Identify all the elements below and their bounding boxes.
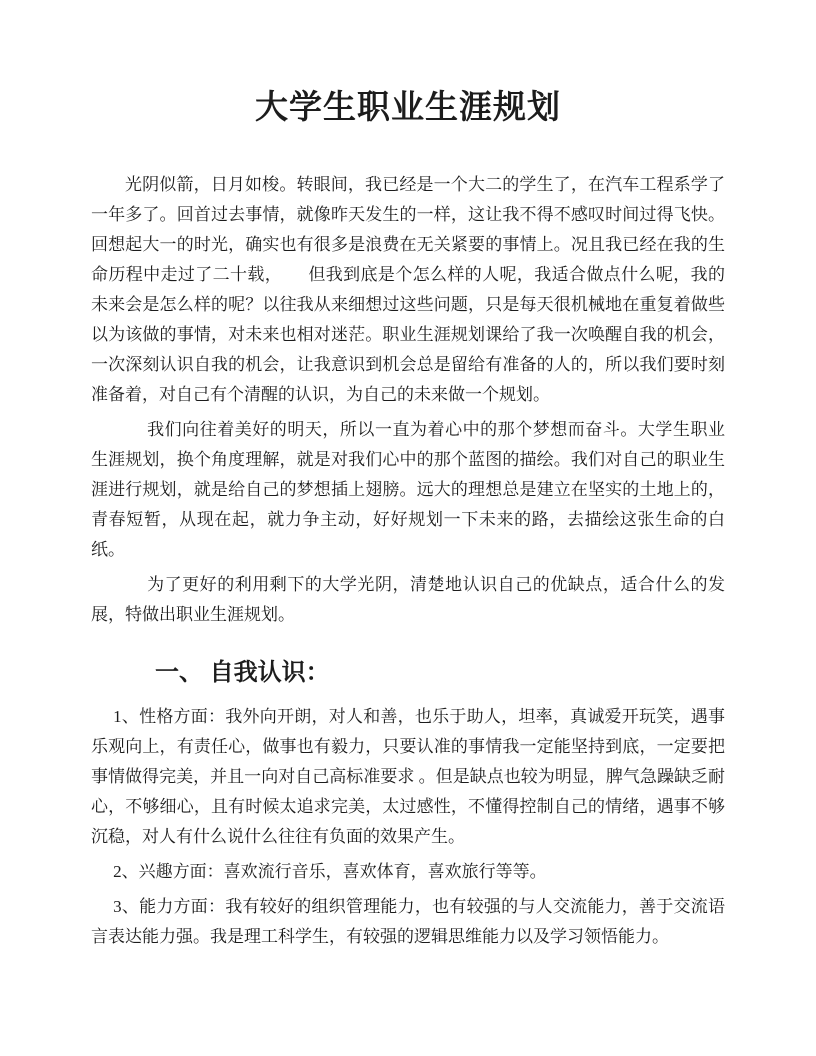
intro-paragraph-1: 光阴似箭，日月如梭。转眼间，我已经是一个大二的学生了，在汽车工程系学了一年多了。回首过去事情，就像昨天发生的一样，这让我不得不感叹时间过得飞快。回想起大一的时光，确实也有很多是浪费在无关紧要的事情上。况且我已经在我的生命历程中走过了二十载， 但我到底是个怎么样的人呢，我适合做点什么呢，我的未来会是怎么样的呢？以往我从来细想过这些问题，只是每天很机械地在重复着做些以为该做的事情，对未来也相对迷茫。职业生涯规划课给了我一次唤醒自我的机会，一次深刻认识自我的机会，让我意识到机会总是留给有准备的人的，所以我们要时刻准备着，对自己有个清醒的认识，为自己的未来做一个规划。 (91, 175, 725, 404)
section-item-interests: 2、兴趣方面：喜欢流行音乐，喜欢体育，喜欢旅行等等。 (113, 862, 547, 881)
intro-paragraph-2: 我们向往着美好的明天，所以一直为着心中的那个梦想而奋斗。大学生职业生涯规划，换个角度理解，就是对我们心中的那个蓝图的描绘。我们对自己的职业生涯进行规划，就是给自己的梦想插上翅膀。远大的理想总是建立在坚实的土地上的，青春短暂，从现在起，就力争主动，好好规划一下未来的路，去描绘这张生命的白纸。 (91, 420, 725, 559)
intro-paragraph-3: 为了更好的利用剩下的大学光阴，清楚地认识自己的优缺点，适合什么的发展，特做出职业生涯规划。 (91, 575, 725, 624)
section-item-personality: 1、性格方面：我外向开朗，对人和善，也乐于助人，坦率，真诚爱开玩笑，遇事乐观向上，有责任心，做事也有毅力，只要认准的事情我一定能坚持到底，一定要把事情做得完美，并且一向对自己高标准要求 。但是缺点也较为明显，脾气急躁缺乏耐心，不够细心，且有时候太追求完美，太过感性，不懂得控制自己的情绪，遇事不够沉稳，对人有什么说什么往往有负面的效果产生。 (91, 707, 725, 846)
section-heading-self-awareness: 一、 自我认识： (155, 659, 330, 686)
section-item-abilities: 3、能力方面：我有较好的组织管理能力，也有较强的与人交流能力，善于交流语言表达能力强。我是理工科学生，有较强的逻辑思维能力以及学习领悟能力。 (91, 897, 725, 946)
document-title: 大学生职业生涯规划 (255, 90, 561, 126)
